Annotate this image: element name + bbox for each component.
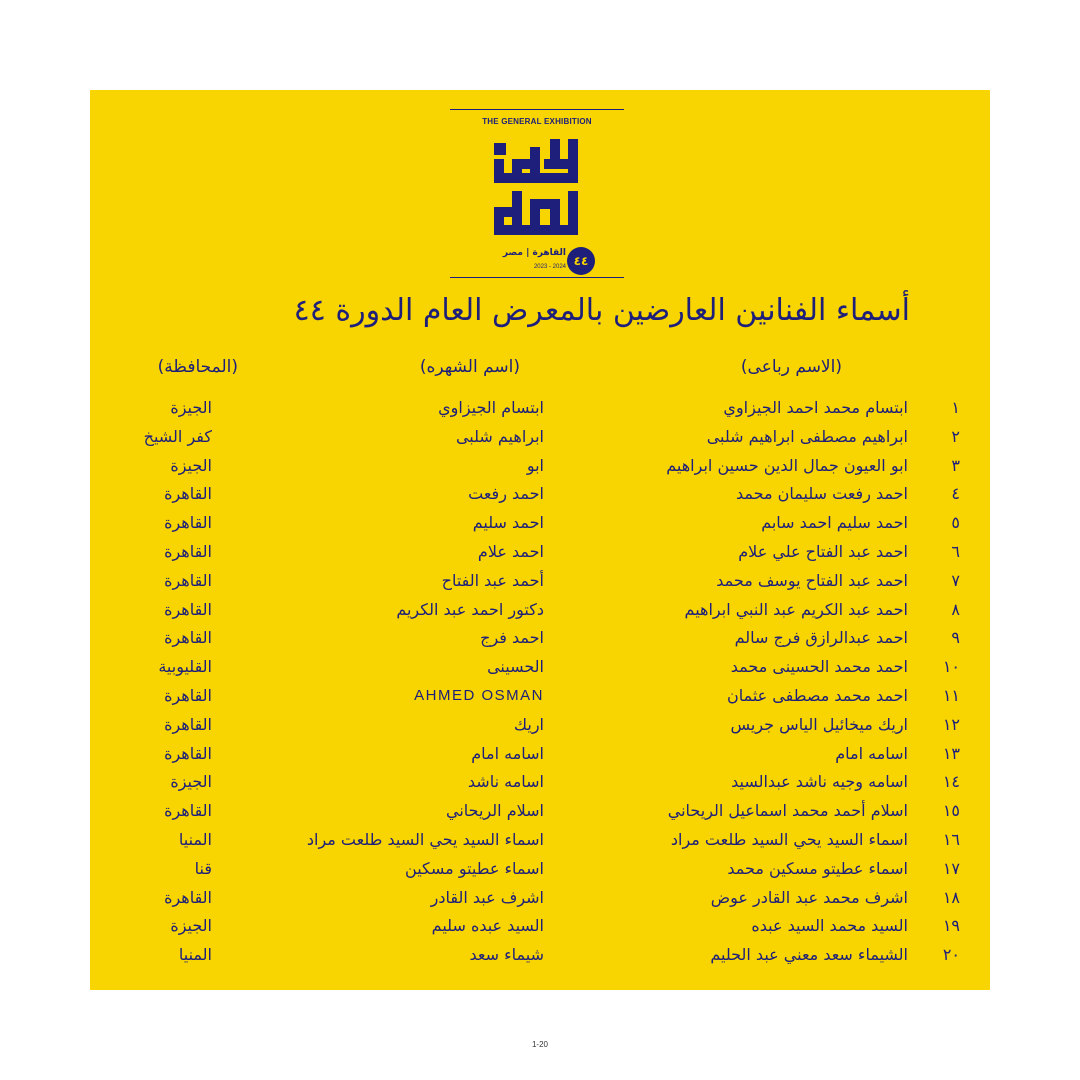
table-row bbox=[90, 653, 990, 682]
row-known-name: ابراهيم شلبى bbox=[455, 426, 544, 446]
row-full-name: الشيماء سعد معني عبد الحليم bbox=[710, 945, 908, 965]
page-range-footer: 1-20 bbox=[531, 1040, 548, 1049]
table-row bbox=[90, 538, 990, 567]
table-row bbox=[90, 740, 990, 769]
row-governorate: القاهرة bbox=[164, 801, 212, 821]
row-governorate: المنيا bbox=[178, 829, 212, 849]
row-full-name: اسامه امام bbox=[835, 743, 908, 763]
row-number: ٢ bbox=[951, 426, 960, 446]
row-full-name: اشرف محمد عبد القادر عوض bbox=[710, 887, 908, 907]
table-row bbox=[90, 941, 990, 970]
row-governorate: الجيزة bbox=[170, 916, 212, 936]
page-title: أسماء الفنانين العارضين بالمعرض العام الدورة ٤٤ bbox=[293, 293, 910, 328]
row-known-name: احمد علام bbox=[477, 541, 544, 561]
row-known-name: اشرف عبد القادر bbox=[430, 887, 544, 907]
row-number: ٨ bbox=[951, 599, 960, 619]
row-full-name: احمد محمد مصطفى عثمان bbox=[726, 685, 908, 705]
row-number: ١٩ bbox=[942, 916, 960, 936]
table-row bbox=[90, 567, 990, 596]
table-row bbox=[90, 768, 990, 797]
row-governorate: القاهرة bbox=[164, 513, 212, 533]
row-known-name: AHMED OSMAN bbox=[414, 686, 544, 704]
table-row bbox=[90, 452, 990, 481]
table-row bbox=[90, 826, 990, 855]
row-known-name: اريك bbox=[513, 714, 544, 734]
row-full-name: احمد رفعت سليمان محمد bbox=[736, 484, 908, 504]
row-governorate: الجيزة bbox=[170, 398, 212, 417]
row-full-name: احمد عبد الفتاح يوسف محمد bbox=[716, 570, 908, 590]
row-governorate: القاهرة bbox=[164, 714, 212, 734]
logo-arabic-mark bbox=[490, 139, 584, 239]
row-full-name: اسلام أحمد محمد اسماعيل الريحاني bbox=[667, 801, 908, 821]
row-full-name: احمد عبد الفتاح علي علام bbox=[738, 541, 908, 561]
row-governorate: الجيزة bbox=[170, 455, 212, 475]
row-known-name: احمد فرج bbox=[480, 628, 544, 648]
row-known-name: دكتور احمد عبد الكريم bbox=[396, 599, 544, 619]
row-governorate: القاهرة bbox=[164, 484, 212, 504]
row-number: ١٦ bbox=[942, 829, 960, 849]
logo-location: القاهرة | مصر bbox=[502, 248, 566, 258]
column-header-full-name: (الاسم رباعى) bbox=[740, 357, 842, 377]
artists-table bbox=[90, 394, 990, 970]
row-known-name: ابو bbox=[526, 455, 544, 475]
row-governorate: القاهرة bbox=[164, 541, 212, 561]
logo-bottom-rule bbox=[450, 277, 624, 278]
row-full-name: اسامه وجيه ناشد عبدالسيد bbox=[731, 772, 908, 792]
row-governorate: قنا bbox=[194, 858, 212, 878]
row-known-name: اسماء السيد يحي السيد طلعت مراد bbox=[306, 829, 544, 849]
table-row bbox=[90, 509, 990, 538]
row-known-name: شيماء سعد bbox=[469, 945, 544, 965]
row-number: ١٠ bbox=[942, 657, 960, 677]
logo-years: 2023 - 2024 bbox=[533, 264, 566, 270]
table-row bbox=[90, 423, 990, 452]
row-known-name: احمد سليم bbox=[472, 513, 544, 533]
row-number: ٦ bbox=[951, 541, 960, 561]
row-full-name: اريك ميخائيل الياس جريس bbox=[730, 714, 908, 734]
row-governorate: القاهرة bbox=[164, 887, 212, 907]
row-full-name: ابتسام محمد احمد الجيزاوي bbox=[723, 398, 908, 417]
table-row bbox=[90, 855, 990, 884]
row-governorate: القاهرة bbox=[164, 570, 212, 590]
row-full-name: احمد محمد الحسينى محمد bbox=[730, 657, 908, 677]
row-governorate: القاهرة bbox=[164, 743, 212, 763]
table-row bbox=[90, 912, 990, 941]
row-number: ٤ bbox=[951, 484, 960, 504]
logo-top-rule bbox=[450, 109, 624, 110]
row-number: ١٧ bbox=[942, 858, 960, 878]
row-number: ١ bbox=[951, 398, 960, 417]
table-row bbox=[90, 884, 990, 913]
logo-english-title: THE GENERAL EXHIBITION bbox=[482, 117, 592, 126]
row-number: ٧ bbox=[951, 570, 960, 590]
row-full-name: احمد عبد الكريم عبد النبي ابراهيم bbox=[684, 599, 908, 619]
table-row bbox=[90, 624, 990, 653]
row-known-name: اسماء عطيتو مسكين bbox=[405, 858, 544, 878]
row-number: ١٣ bbox=[942, 743, 960, 763]
row-governorate: المنيا bbox=[178, 945, 212, 965]
table-row bbox=[90, 797, 990, 826]
column-header-governorate: (المحافظة) bbox=[157, 357, 238, 377]
row-known-name: اسامه امام bbox=[471, 743, 544, 763]
row-governorate: القليوبية bbox=[158, 657, 212, 677]
row-known-name: أحمد عبد الفتاح bbox=[441, 570, 544, 590]
table-row bbox=[90, 596, 990, 625]
row-known-name: اسامه ناشد bbox=[467, 772, 544, 792]
edition-badge: ٤٤ bbox=[567, 247, 595, 275]
table-row bbox=[90, 394, 990, 423]
row-full-name: احمد سليم احمد سابم bbox=[761, 513, 908, 533]
row-number: ٢٠ bbox=[942, 945, 960, 965]
row-governorate: القاهرة bbox=[164, 628, 212, 648]
row-known-name: اسلام الريحاني bbox=[446, 801, 544, 821]
row-known-name: السيد عبده سليم bbox=[431, 916, 544, 936]
row-full-name: السيد محمد السيد عبده bbox=[751, 916, 908, 936]
row-governorate: الجيزة bbox=[170, 772, 212, 792]
row-full-name: اسماء عطيتو مسكين محمد bbox=[727, 858, 908, 878]
row-full-name: ابو العيون جمال الدين حسين ابراهيم bbox=[666, 455, 908, 475]
row-number: ١٤ bbox=[942, 772, 960, 792]
row-known-name: الحسينى bbox=[487, 657, 544, 677]
table-row bbox=[90, 711, 990, 740]
row-governorate: القاهرة bbox=[164, 685, 212, 705]
row-number: ١٥ bbox=[942, 801, 960, 821]
row-full-name: ابراهيم مصطفى ابراهيم شلبى bbox=[706, 426, 908, 446]
row-full-name: احمد عبدالرازق فرج سالم bbox=[734, 628, 908, 648]
row-full-name: اسماء السيد يحي السيد طلعت مراد bbox=[670, 829, 908, 849]
row-number: ١٨ bbox=[942, 887, 960, 907]
table-row bbox=[90, 480, 990, 509]
exhibition-logo bbox=[450, 109, 624, 277]
row-governorate: القاهرة bbox=[164, 599, 212, 619]
yellow-panel bbox=[90, 90, 990, 990]
row-number: ١٢ bbox=[942, 714, 960, 734]
row-number: ٥ bbox=[951, 513, 960, 533]
row-number: ٩ bbox=[951, 628, 960, 648]
row-known-name: ابتسام الجيزاوي bbox=[438, 398, 544, 417]
row-governorate: كفر الشيخ bbox=[143, 426, 212, 446]
row-number: ٣ bbox=[951, 455, 960, 475]
column-header-known-name: (اسم الشهره) bbox=[419, 357, 520, 377]
row-number: ١١ bbox=[942, 685, 960, 705]
table-row bbox=[90, 682, 990, 711]
row-known-name: احمد رفعت bbox=[468, 484, 544, 504]
